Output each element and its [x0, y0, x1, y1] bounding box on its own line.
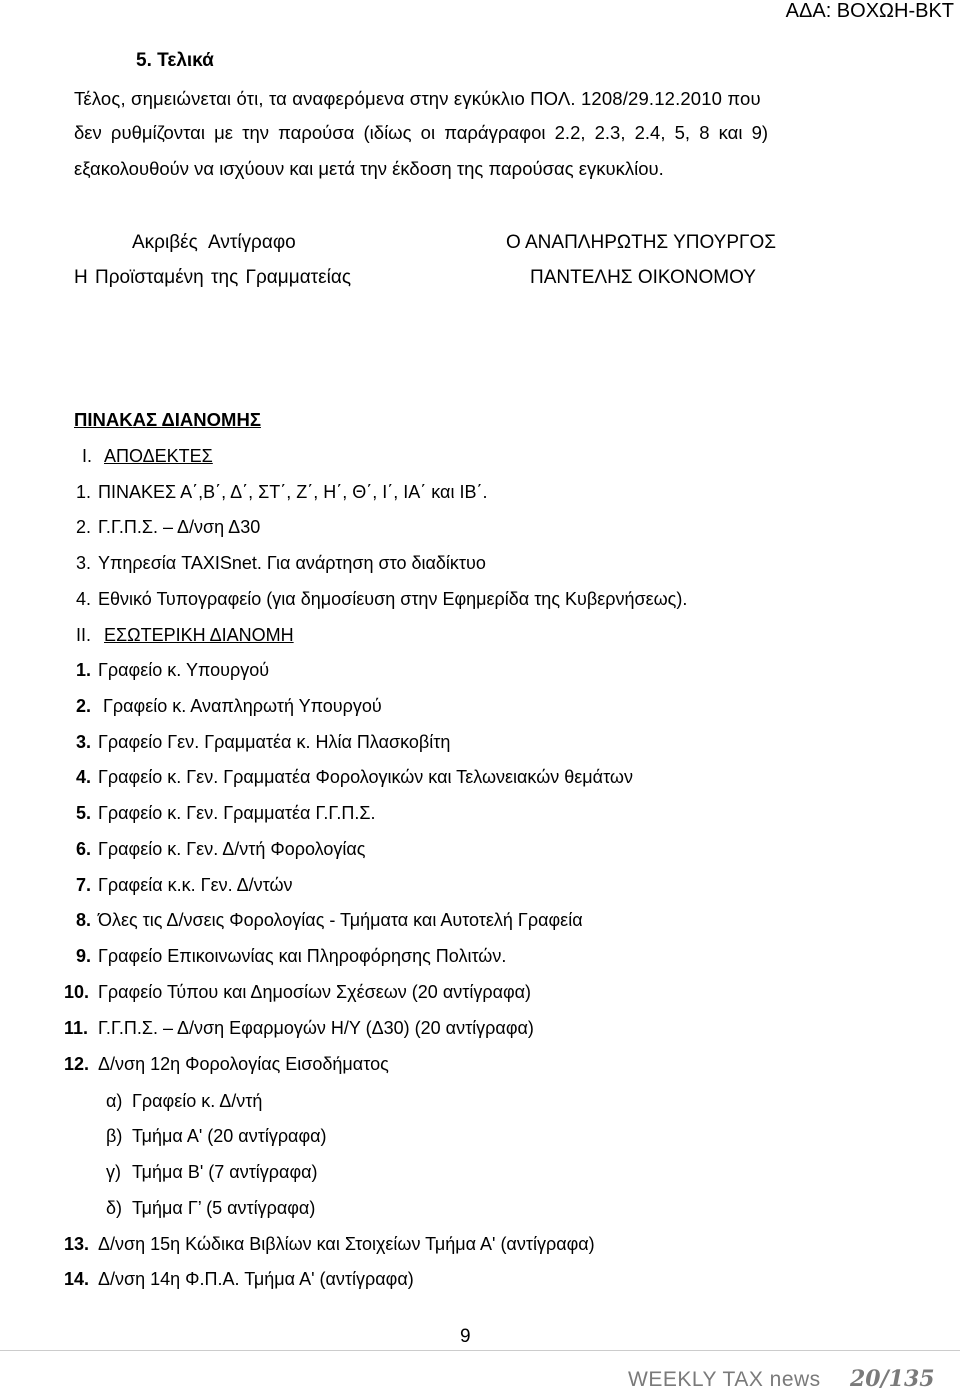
paragraph-line: Τέλος, σημειώνεται ότι, τα αναφερόμενα στην εγκύκλιο ΠΟΛ. 1208/29.12.2010 που: [74, 88, 761, 109]
item-text: Δ/νση 12η Φορολογίας Εισοδήματος: [98, 1054, 389, 1074]
signature-left-line1: Ακριβές Αντίγραφο: [132, 232, 296, 253]
item-text: Γραφείο κ. Υπουργού: [98, 660, 270, 680]
item-text: Δ/νση 14η Φ.Π.Α. Τμήμα Α' (αντίγραφα): [98, 1269, 414, 1289]
sub-item: [106, 1162, 318, 1183]
recipient-item: [76, 517, 260, 538]
item-number: 10.: [64, 982, 90, 1002]
item-number: 14.: [64, 1269, 90, 1289]
recipient-item: [76, 553, 486, 574]
internal-item: [76, 732, 450, 753]
recipients-heading: [82, 446, 213, 467]
item-text: Γραφείο Επικοινωνίας και Πληροφόρησης Πολιτών.: [98, 946, 507, 966]
recipient-item: [76, 482, 487, 503]
item-text: Δ/νση 15η Κώδικα Βιβλίων και Στοιχείων Τμήμα Α' (αντίγραφα): [98, 1234, 595, 1254]
item-number: γ): [106, 1162, 121, 1182]
sub-item: [106, 1126, 327, 1147]
internal-item: [76, 696, 382, 717]
internal-item: [76, 839, 365, 860]
internal-item: [64, 1234, 595, 1255]
heading-label: ΕΣΩΤΕΡΙΚΗ ΔΙΑΝΟΜΗ: [104, 625, 294, 645]
heading-number: Ι.: [82, 446, 93, 466]
item-text: Γραφείο κ. Αναπληρωτή Υπουργού: [103, 696, 382, 716]
internal-heading: [76, 625, 294, 646]
internal-item: [64, 1018, 534, 1039]
item-number: 7.: [76, 875, 92, 895]
item-number: 8.: [76, 910, 92, 930]
item-number: 4.: [76, 767, 92, 787]
item-text: Τμήμα Γ’ (5 αντίγραφα): [132, 1198, 316, 1218]
footer-brand: WEEKLY TAX news: [628, 1368, 821, 1391]
page-number: 9: [460, 1326, 471, 1347]
signature-left-line2: Η Προϊσταμένη της Γραμματείας: [74, 267, 352, 288]
item-text: Όλες τις Δ/νσεις Φορολογίας - Τμήματα και Αυτοτελή Γραφεία: [98, 910, 583, 930]
item-number: 13.: [64, 1234, 90, 1254]
item-text: Τμήμα Α' (20 αντίγραφα): [132, 1126, 327, 1146]
item-number: 11.: [64, 1018, 89, 1038]
item-number: 5.: [76, 803, 92, 823]
internal-item: [76, 875, 293, 896]
section-title: 5. Τελικά: [136, 50, 214, 71]
item-text: Γ.Γ.Π.Σ. – Δ/νση Δ30: [98, 517, 261, 537]
signature-right-line2: ΠΑΝΤΕΛΗΣ ΟΙΚΟΝΟΜΟΥ: [530, 267, 756, 288]
item-text: Γραφεία κ.κ. Γεν. Δ/ντών: [98, 875, 293, 895]
item-text: Γραφείο κ. Γεν. Γραμματέα Γ.Γ.Π.Σ.: [98, 803, 376, 823]
footer-page-count: 20/135: [850, 1366, 935, 1392]
heading-label: ΑΠΟΔΕΚΤΕΣ: [104, 446, 213, 466]
ada-code: ΑΔΑ: ΒΟΧΩΗ-ΒΚΤ: [785, 0, 954, 22]
signature-right-line1: Ο ΑΝΑΠΛΗΡΩΤΗΣ ΥΠΟΥΡΓΟΣ: [506, 232, 776, 253]
item-number: 3.: [76, 732, 92, 752]
item-number: 1.: [76, 660, 92, 680]
distribution-title: ΠΙΝΑΚΑΣ ΔΙΑΝΟΜΗΣ: [74, 409, 261, 430]
item-number: 3.: [76, 553, 92, 573]
internal-item: [64, 1269, 414, 1290]
internal-item: [64, 982, 531, 1003]
heading-number: ΙΙ.: [76, 625, 92, 645]
sub-item: [106, 1198, 315, 1219]
recipient-item: [76, 589, 687, 610]
item-text: Γραφείο κ. Γεν. Δ/ντή Φορολογίας: [98, 839, 366, 859]
item-text: Τμήμα Β' (7 αντίγραφα): [132, 1162, 318, 1182]
item-number: 2.: [76, 696, 92, 716]
internal-item: [76, 767, 633, 788]
item-text: Υπηρεσία TAXISnet. Για ανάρτηση στο διαδίκτυο: [98, 553, 486, 573]
footer-divider: [0, 1350, 960, 1351]
item-number: δ): [106, 1198, 123, 1218]
item-number: 1.: [76, 482, 92, 502]
internal-item: [76, 803, 375, 824]
item-number: 9.: [76, 946, 92, 966]
item-text: Γ.Γ.Π.Σ. – Δ/νση Εφαρμογών Η/Υ (Δ30) (20 αντίγραφα): [98, 1018, 534, 1038]
internal-item: [64, 1054, 389, 1075]
item-number: 6.: [76, 839, 92, 859]
item-text: Γραφείο κ. Δ/ντή: [132, 1091, 263, 1111]
internal-item: [76, 910, 583, 931]
item-number: 4.: [76, 589, 92, 609]
sub-item: [106, 1091, 262, 1112]
item-text: Γραφείο Τύπου και Δημοσίων Σχέσεων (20 αντίγραφα): [98, 982, 532, 1002]
internal-item: [76, 660, 269, 681]
item-number: β): [106, 1126, 123, 1146]
paragraph-line: εξακολουθούν να ισχύουν και μετά την έκδοση της παρούσας εγκυκλίου.: [74, 158, 664, 179]
item-text: ΠΙΝΑΚΕΣ Α΄,Β΄, Δ΄, ΣΤ΄, Ζ΄, Η΄, Θ΄, Ι΄, ΙΑ΄ και ΙΒ΄.: [98, 482, 488, 502]
item-text: Γραφείο κ. Γεν. Γραμματέα Φορολογικών και Τελωνειακών θεμάτων: [98, 767, 633, 787]
item-number: 12.: [64, 1054, 90, 1074]
item-number: 2.: [76, 517, 92, 537]
item-text: Εθνικό Τυπογραφείο (για δημοσίευση στην Εφημερίδα της Κυβερνήσεως).: [98, 589, 688, 609]
item-text: Γραφείο Γεν. Γραμματέα κ. Ηλία Πλασκοβίτη: [98, 732, 451, 752]
paragraph-line: δεν ρυθμίζονται με την παρούσα (ιδίως οι παράγραφοι 2.2, 2.3, 2.4, 5, 8 και 9): [74, 122, 769, 143]
item-number: α): [106, 1091, 123, 1111]
internal-item: [76, 946, 506, 967]
